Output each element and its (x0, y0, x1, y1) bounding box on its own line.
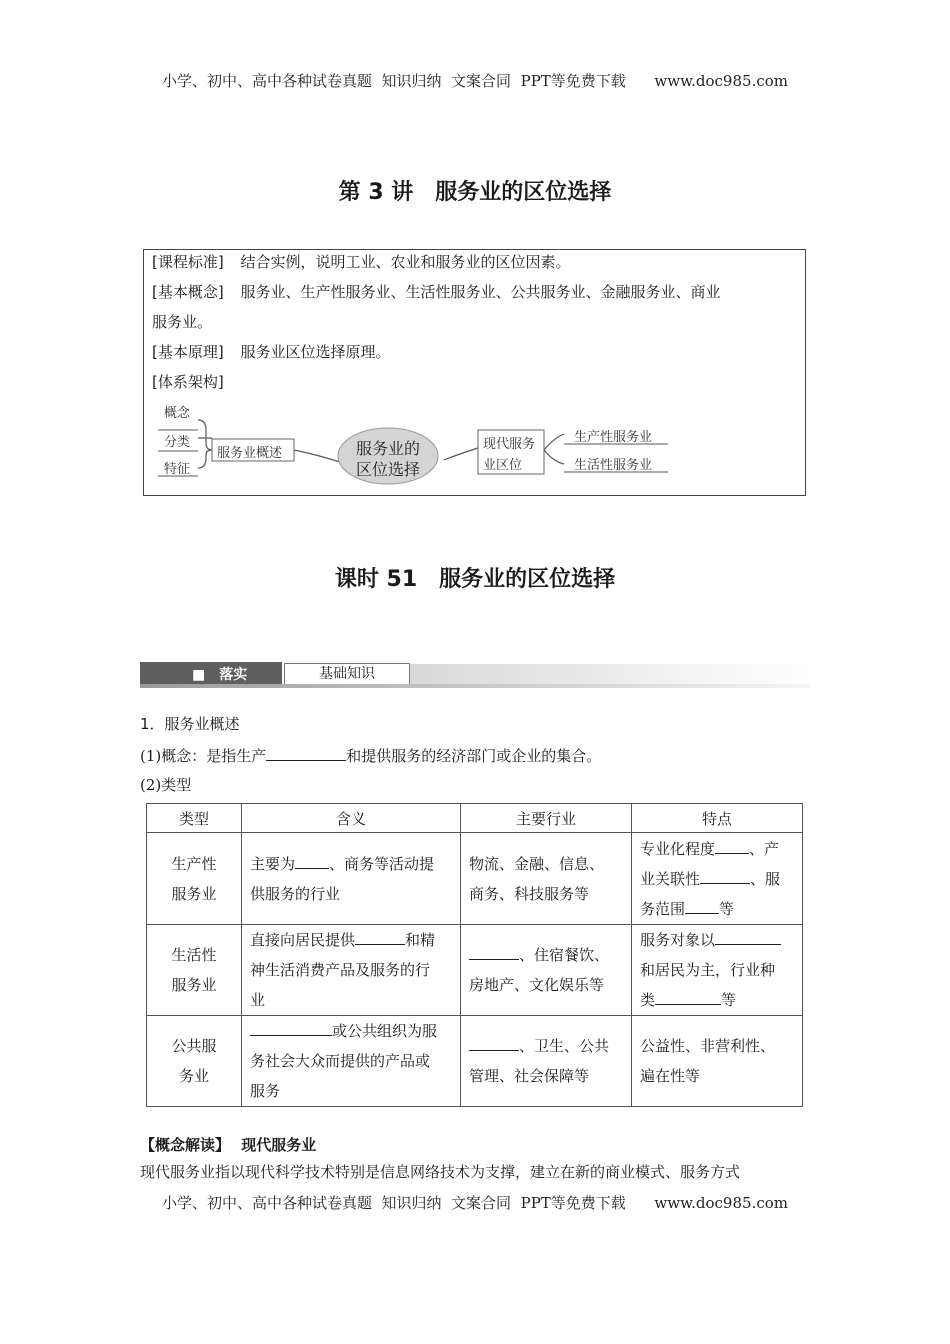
table-row (147, 833, 803, 925)
row3-meaning-line2: 务社会大众而提供的产品或 (250, 1052, 431, 1070)
row3-industry-blank (469, 1034, 519, 1051)
row2-feature (632, 925, 803, 1016)
row1-feature-blank1 (715, 837, 749, 854)
lecture-title: 第 3 讲 服务业的区位选择 (338, 180, 612, 205)
row3-type-line2: 务业 (178, 1067, 209, 1085)
table-header-row (147, 804, 803, 833)
row1-meaning (242, 833, 461, 925)
mindmap-center-line1: 服务业的 (355, 439, 420, 458)
row1-meaning-blank (295, 852, 329, 869)
row1-meaning-line2: 供服务的行业 (250, 884, 341, 903)
concept-suffix: 和提供服务的经济部门或企业的集合。 (346, 747, 602, 765)
row1-m1b: 、商务等活动提 (329, 854, 435, 873)
row2-meaning-line3: 业 (250, 991, 266, 1009)
mindmap-concept: 概念 (164, 406, 191, 421)
row3-industry (461, 1016, 632, 1107)
framework-tag: [体系架构] (152, 373, 224, 391)
section1-types-label: (2)类型 (140, 776, 192, 794)
row1-type (147, 833, 242, 925)
row2-meaning-line1 (242, 925, 460, 955)
row2-type-line2: 服务业 (171, 976, 217, 994)
row2-meaning-line2: 神生活消费产品及服务的行 (250, 961, 431, 979)
mindmap-branch-production: 生产性服务业 (574, 430, 653, 445)
banner-fade (410, 664, 810, 684)
row1-industry-line1: 物流、金融、信息、 (469, 854, 605, 873)
row1-industry (461, 833, 632, 925)
row2-meaning (242, 925, 461, 1016)
service-types-table (146, 803, 803, 1107)
row1-type-line1: 生产性 (171, 854, 217, 873)
row2-f3a: 类 (640, 991, 656, 1009)
row1-f2a: 业关联性 (640, 869, 701, 888)
row2-meaning-blank (355, 928, 405, 945)
row2-m1a: 直接向居民提供 (250, 931, 356, 949)
row1-feature-line1 (632, 834, 802, 864)
row1-feature-line2 (632, 864, 802, 894)
row1-m1a: 主要为 (250, 854, 296, 873)
row2-feature-line3 (632, 985, 802, 1015)
lesson-title: 课时 51 服务业的区位选择 (334, 567, 616, 592)
page-header: 小学、初中、高中各种试卷真题 知识归纳 文案合同 PPT等免费下载 www.doc985.com (161, 72, 788, 90)
row3-type (147, 1016, 242, 1107)
concept-reading-heading (140, 1134, 316, 1155)
banner-bar (140, 684, 810, 688)
page-footer: 小学、初中、高中各种试卷真题 知识归纳 文案合同 PPT等免费下载 www.doc985.com (161, 1194, 788, 1212)
header-feature: 特点 (632, 804, 803, 833)
row2-industry-line1 (461, 940, 631, 970)
course-standard-tag: [课程标准] (152, 253, 224, 271)
mindmap-branch-living: 生活性服务业 (574, 458, 653, 473)
banner-left-label: ■ 落实 (192, 667, 248, 683)
row2-feature-line1 (632, 925, 802, 955)
mindmap-modern-line1: 现代服务 (483, 437, 536, 452)
header-industry: 主要行业 (461, 804, 632, 833)
row3-type-line1: 公共服 (171, 1037, 217, 1055)
row2-industry (461, 925, 632, 1016)
row2-feature-blank1 (715, 928, 781, 945)
row2-f1a: 服务对象以 (640, 931, 716, 949)
course-standard-text: 结合实例，说明工业、农业和服务业的区位因素。 (240, 253, 571, 271)
table-row (147, 925, 803, 1016)
row2-industry-blank (469, 943, 519, 960)
basic-principle-tag: [基本原理] (152, 343, 224, 361)
row2-i1b: 、住宿餐饮、 (519, 946, 610, 964)
mindmap-classification: 分类 (164, 435, 191, 450)
concept-reading-text: 现代服务业指以现代科学技术特别是信息网络技术为支撑，建立在新的商业模式、服务方式 (140, 1163, 741, 1181)
basic-concept-text-cont: 服务业。 (152, 313, 213, 331)
banner-dark-tab (140, 662, 282, 684)
row2-type-line1: 生活性 (171, 946, 217, 964)
row1-f3a: 务范围 (640, 899, 686, 918)
mindmap-modern-line2: 业区位 (483, 458, 523, 473)
row1-industry-line2: 商务、科技服务等 (469, 884, 590, 903)
row2-type (147, 925, 242, 1016)
row1-meaning-line1 (242, 849, 460, 879)
row1-f3b: 等 (719, 899, 735, 918)
row2-m1b: 和精 (405, 931, 436, 949)
row3-industry-line1 (461, 1031, 631, 1061)
row1-feature-blank3 (685, 897, 719, 914)
row3-meaning-blank (250, 1019, 332, 1036)
banner-right-label: 基础知识 (284, 663, 410, 685)
section-banner (140, 662, 810, 688)
row2-feature-line2: 和居民为主，行业种 (640, 961, 776, 979)
concept-blank (266, 744, 346, 761)
header-meaning: 含义 (242, 804, 461, 833)
row3-feature-line1: 公益性、非营利性、 (640, 1037, 776, 1055)
row3-industry-line2: 管理、社会保障等 (469, 1067, 590, 1085)
section1-concept (140, 744, 601, 766)
row1-f2b: 、服 (750, 869, 781, 888)
row1-f1b: 、产 (749, 839, 780, 858)
basic-principle-text: 服务业区位选择原理。 (240, 343, 391, 361)
row3-meaning-line3: 服务 (250, 1082, 281, 1100)
basic-concept-text: 服务业、生产性服务业、生活性服务业、公共服务业、金融服务业、商业 (240, 283, 721, 301)
row1-f1a: 专业化程度 (640, 839, 716, 858)
mindmap-feature: 特征 (164, 462, 191, 477)
mindmap-overview: 服务业概述 (217, 446, 283, 461)
row2-industry-line2: 房地产、文化娱乐等 (469, 976, 605, 994)
section1-heading: 1．服务业概述 (140, 715, 240, 733)
mindmap-center-line2: 区位选择 (355, 460, 420, 479)
row3-m1b: 或公共组织为服 (332, 1022, 438, 1040)
row3-feature (632, 1016, 803, 1107)
concept-reading-title: 现代服务业 (241, 1136, 317, 1154)
row1-feature-line3 (632, 894, 802, 924)
basic-concept-tag: [基本概念] (152, 283, 224, 301)
row3-meaning (242, 1016, 461, 1107)
row3-feature-line2: 遍在性等 (640, 1067, 701, 1085)
row2-f3b: 等 (721, 991, 737, 1009)
row3-meaning-line1 (242, 1016, 460, 1046)
table-row (147, 1016, 803, 1107)
row2-feature-blank2 (655, 988, 721, 1005)
row1-feature-blank2 (700, 867, 750, 884)
row1-feature (632, 833, 803, 925)
standards-box (143, 249, 806, 496)
header-type: 类型 (147, 804, 242, 833)
concept-prefix: (1)概念：是指生产 (140, 747, 267, 765)
row1-type-line2: 服务业 (171, 884, 217, 903)
row3-i1b: 、卫生、公共 (519, 1037, 610, 1055)
concept-reading-label: 【概念解读】 (140, 1136, 231, 1154)
